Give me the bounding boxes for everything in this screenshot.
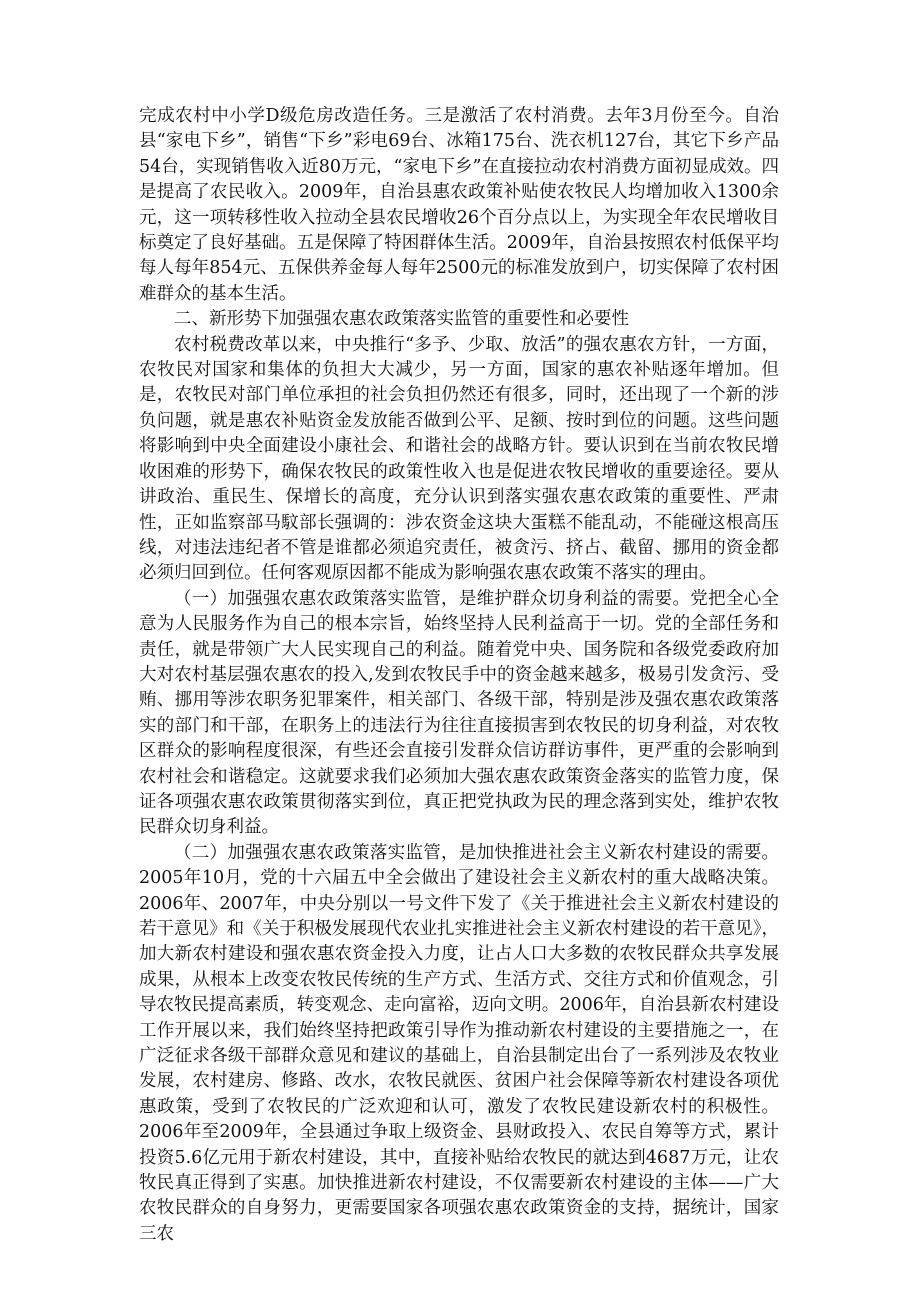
document-page: [139, 104, 779, 1247]
paragraph-subsection-two: （二）加强强农惠农政策落实监管，是加快推进社会主义新农村建设的需要。2005年10月，党的十六届五中全会做出了建设社会主义新农村的重大战略决策。2006年、2007年，中央分别以一号文件下发了《关于推进社会主义新农村建设的若干意见》和《关于积极发展现代农业扎实推进社会主义新农村建设的若干意见》，加大新农村建设和强农惠农资金投入力度，让占人口大多数的农牧民群众共享发展成果，从根本上改变农牧民传统的生产方式、生活方式、交往方式和价值观念，引导农牧民提高素质，转变观念、走向富裕，迈向文明。2006年，自治县新农村建设工作开展以来，我们始终坚持把政策引导作为推动新农村建设的主要措施之一，在广泛征求各级干部群众意见和建议的基础上，自治县制定出台了一系列涉及农牧业发展，农村建房、修路、改水，农牧民就医、贫困户社会保障等新农村建设各项优惠政策，受到了农牧民的广泛欢迎和认可，激发了农牧民建设新农村的积极性。2006年至2009年，全县通过争取上级资金、县财政投入、农民自筹等方式，累计投资5.6亿元用于新农村建设，其中，直接补贴给农牧民的就达到4687万元，让农牧民真正得到了实惠。加快推进新农村建设，不仅需要新农村建设的主体——广大农牧民群众的自身努力，更需要国家各项强农惠农政策资金的支持，据统计，国家三农: [139, 842, 779, 1244]
section-heading-two: 二、新形势下加强强农惠农政策落实监管的重要性和必要性: [174, 309, 629, 330]
paragraph-subsection-one: （一）加强强农惠农政策落实监管，是维护群众切身利益的需要。党把全心全意为人民服务作为自己的根本宗旨，始终坚持人民利益高于一切。党的全部任务和责任，就是带领广大人民实现自己的利益。随着党中央、国务院和各级党委政府加大对农村基层强农惠农的投入,发到农牧民手中的资金越来越多，极易引发贪污、受贿、挪用等涉农职务犯罪案件，相关部门、各级干部，特别是涉及强农惠农政策落实的部门和干部，在职务上的违法行为往往直接损害到农牧民的切身利益，对农牧区群众的影响程度很深，有些还会直接引发群众信访群访事件，更严重的会影响到农村社会和谐稳定。这就要求我们必须加大强农惠农政策资金落实的监管力度，保证各项强农惠农政策贯彻落实到位，真正把党执政为民的理念落到实处，维护农牧民群众切身利益。: [139, 588, 779, 838]
paragraph-tax-reform: 农村税费改革以来，中央推行“多予、少取、放活”的强农惠农方针，一方面，农牧民对国家和集体的负担大大减少，另一方面，国家的惠农补贴逐年增加。但是，农牧民对部门单位承担的社会负担仍然还有很多，同时，还出现了一个新的涉负问题，就是惠农补贴资金发放能否做到公平、足额、按时到位的问题。这些问题将影响到中央全面建设小康社会、和谐社会的战略方针。要认识到在当前农牧民增收困难的形势下，确保农牧民的政策性收入也是促进农牧民增收的重要途径。要从讲政治、重民生、保增长的高度，充分认识到落实强农惠农政策的重要性、严肃性，正如监察部马馼部长强调的：涉农资金这块大蛋糕不能乱动，不能碰这根高压线，对违法违纪者不管是谁都必须追究责任，被贪污、挤占、截留、挪用的资金都必须归回到位。任何客观原因都不能成为影响强农惠农政策不落实的理由。: [139, 334, 779, 584]
paragraph-rural-consumption-results: 完成农村中小学D级危房改造任务。三是激活了农村消费。去年3月份至今。自治县“家电下乡”，销售“下乡”彩电69台、冰箱175台、洗衣机127台，其它下乡产品54台，实现销售收入近80万元，“家电下乡”在直接拉动农村消费方面初显成效。四是提高了农民收入。2009年，自治县惠农政策补贴使农牧民人均增加收入1300余元，这一项转移性收入拉动全县农民增收26个百分点以上，为实现全年农民增收目标奠定了良好基础。五是保障了特困群体生活。2009年，自治县按照农村低保平均每人每年854元、五保供养金每人每年2500元的标准发放到户，切实保障了农村困难群众的基本生活。: [139, 106, 779, 304]
